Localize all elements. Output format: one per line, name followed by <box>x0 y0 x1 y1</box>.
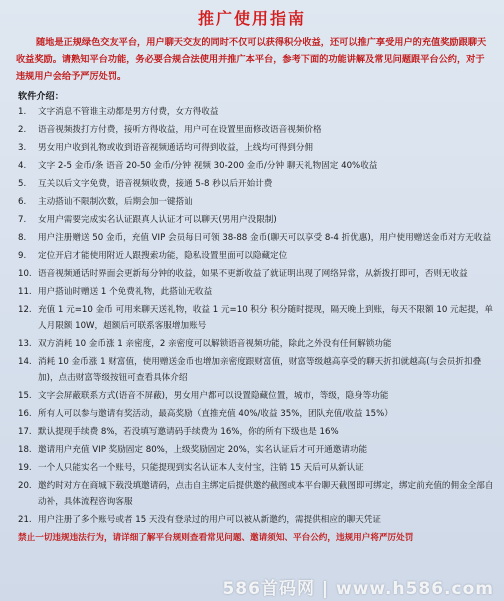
list-item <box>18 388 494 404</box>
item-text: 女用户需要完成实名认证跟真人认证才可以聊天(男用户没限制) <box>38 215 277 225</box>
item-number: 4. <box>18 161 27 171</box>
item-number: 7. <box>18 215 27 225</box>
item-text: 双方消耗 10 金币涨 1 亲密度，2 亲密度可以解锁语音视频功能，除此之外没有任何解锁功能 <box>38 339 392 349</box>
item-number: 15. <box>18 391 32 401</box>
item-text: 用户搭讪时赠送 1 个免费礼物，此搭讪无收益 <box>38 287 213 297</box>
item-number: 3. <box>18 143 27 153</box>
list-item <box>18 248 494 264</box>
section-heading: 软件介绍： <box>18 91 64 102</box>
item-text: 用户注册了多个账号或者 15 天没有登录过的用户可以被从新邀约，需提供相应的聊天凭证 <box>38 515 381 525</box>
page-title: 推广使用指南 <box>197 9 306 28</box>
item-text: 邀约时对方在商城下载没填邀请码，点击自主绑定后提供邀约截图或本平台聊天截图即可绑定，绑定前充值的佣金全部自动补，具体流程咨询客服 <box>38 481 494 507</box>
item-text: 用户注册赠送 50 金币，充值 VIP 会员每日可领 38-88 金币(聊天可以享受 8-4 折优惠)，用户使用赠送金币对方无收益 <box>38 233 492 243</box>
closing-text: 禁止一切违规违法行为，请详细了解平台规则查看常见问题、邀请须知、平台公约，违规用户将严厉处罚 <box>18 533 414 543</box>
list-item <box>18 406 494 422</box>
item-number: 13. <box>18 339 32 349</box>
item-number: 21. <box>18 515 32 525</box>
list-item <box>18 460 494 476</box>
feature-list <box>18 104 494 548</box>
item-text: 消耗 10 金币涨 1 财富值，使用赠送金币也增加亲密度跟财富值，财富等级越高享受的聊天折扣就越高(与会员折扣叠加)，点击财富等级按钮可查看具体介绍 <box>38 357 482 383</box>
item-text: 文字 2-5 金币/条 语音 20-50 金币/分钟 视频 30-200 金币/分钟 聊天礼物固定 40%收益 <box>38 161 378 171</box>
list-item <box>18 424 494 440</box>
item-text: 语音视频通话时界面会更新每分钟的收益，如果不更新收益了就证明出现了网络异常，从新拨打即可，否则无收益 <box>38 269 468 279</box>
list-item <box>18 176 494 192</box>
list-item <box>18 302 494 334</box>
item-number: 18. <box>18 445 32 455</box>
item-text: 默认提现手续费 8%，若没填写邀请码手续费为 16%，你的所有下级也是 16% <box>38 427 339 437</box>
item-number: 11. <box>18 287 32 297</box>
item-number: 20. <box>18 481 32 491</box>
item-number: 17. <box>18 427 32 437</box>
site-watermark: 586首码网 | www.h586.com <box>222 579 494 599</box>
item-text: 充值 1 元=10 金币 可用来聊天送礼物，收益 1 元=10 积分 积分随时提现，隔天晚上到账，每天不限额 10 元起提，单人月限额 10W，超额后可联系客服增加账号 <box>38 305 493 331</box>
item-text: 文字消息不管谁主动都是男方付费，女方得收益 <box>38 107 219 117</box>
item-number: 10. <box>18 269 32 279</box>
item-text: 互关以后文字免费，语音视频收费，接通 5-8 秒以后开始计费 <box>38 179 273 189</box>
item-text: 定位开启才能使用附近人跟搜索功能，隐私设置里面可以隐藏定位 <box>38 251 288 261</box>
list-item <box>18 354 494 386</box>
intro-paragraph: 随地是正规绿色交友平台，用户聊天交友的同时不仅可以获得积分收益，还可以推广享受用户的充值奖励跟聊天收益奖励。请熟知平台功能，务必要合规合法使用并推广本平台，参考下面的功能讲解及常见问题跟平台公约，对于违规用户会给予严厉处罚。 <box>16 37 487 82</box>
item-number: 19. <box>18 463 32 473</box>
list-item <box>18 266 494 282</box>
list-item <box>18 140 494 156</box>
list-item <box>18 158 494 174</box>
list-item <box>18 512 494 528</box>
item-number: 6. <box>18 197 27 207</box>
list-item <box>18 122 494 138</box>
item-number: 16. <box>18 409 32 419</box>
item-number: 12. <box>18 305 32 315</box>
item-text: 邀请用户充值 VIP 奖励固定 80%，上级奖励固定 20%，实名认证后才可开通邀请功能 <box>38 445 368 455</box>
item-number: 1. <box>18 107 27 117</box>
list-item <box>18 336 494 352</box>
item-text: 一个人只能实名一个账号，只能提现到实名认证本人支付宝，注销 15 天后可从新认证 <box>38 463 364 473</box>
list-item <box>18 230 494 246</box>
list-item <box>18 478 494 510</box>
item-number: 9. <box>18 251 27 261</box>
item-number: 14. <box>18 357 32 367</box>
item-text: 男女用户收到礼物或收到语音视频通话均可得到收益，上线均可得到分佣 <box>38 143 314 153</box>
list-item <box>18 212 494 228</box>
closing-warning <box>18 530 494 546</box>
item-text: 文字会屏蔽联系方式(语音不屏蔽)，男女用户都可以设置隐藏位置，城市，等级，隐身等功能 <box>38 391 389 401</box>
list-item <box>18 442 494 458</box>
item-number: 8. <box>18 233 27 243</box>
item-number: 5. <box>18 179 27 189</box>
item-number: 2. <box>18 125 27 135</box>
item-text: 主动搭讪不限制次数，后期会加一键搭讪 <box>38 197 193 207</box>
item-text: 所有人可以参与邀请有奖活动，最高奖励（直推充值 40%/收益 35%，团队充值/收益 15%） <box>38 409 393 419</box>
list-item <box>18 194 494 210</box>
item-text: 语音视频拨打方付费，接听方得收益，用户可在设置里面修改语音视频价格 <box>38 125 322 135</box>
list-item <box>18 284 494 300</box>
list-item <box>18 104 494 120</box>
